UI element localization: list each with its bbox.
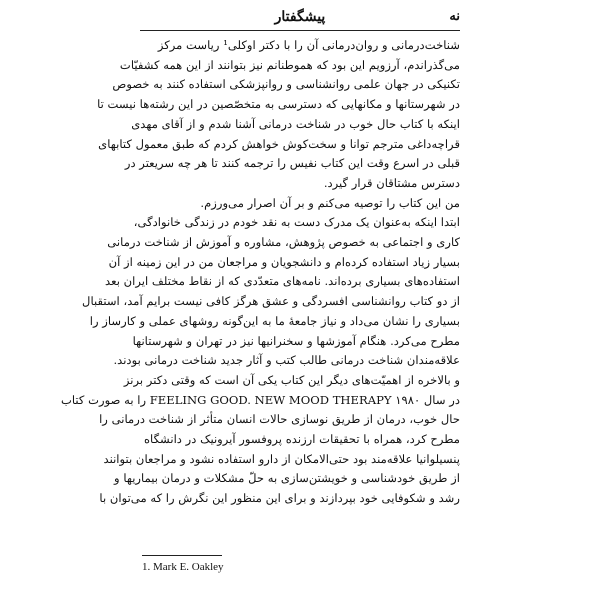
text-line: پنسیلوانیا علاقه‌مند بود حتی‌الامکان از دارو استفاده نشود و مراجعان بتوانند bbox=[103, 451, 460, 466]
text-line: مطرح می‌کرد. هنگام آموزشها و سخنرانیها نیز در تهران و شهرستانها bbox=[132, 333, 460, 348]
text-line: می‌گذراندم، آرزویم این بود که هموطنانم نیز بتوانند از این همه کشفیّات bbox=[119, 57, 460, 72]
text-line: بسیاری را نشان می‌داد و نیاز جامعهٔ ما به این‌گونه روشهای عملی و کارساز را bbox=[89, 313, 460, 328]
body-text bbox=[60, 36, 460, 509]
footnote: 1. Mark E. Oakley bbox=[142, 561, 224, 573]
text-line: دسترس مشتاقان قرار گیرد. bbox=[323, 175, 460, 190]
text-line: تکنیکی در جهان علمی روانشناسی و روانپزشکی استفاده کنند به خصوص bbox=[112, 77, 460, 92]
text-line: قبلی در اسرع وقت این کتاب نفیس را ترجمه کنند تا هر چه سریعتر در bbox=[124, 156, 460, 171]
running-header bbox=[140, 8, 460, 31]
text-line: شناخت‌درمانی و روان‌درمانی آن را با دکتر اوکلی¹ ریاست مرکز bbox=[157, 38, 460, 52]
text-line: در شهرستانها و مکانهایی که دسترسی به متخصّصین در این رشته‌ها نیست تا bbox=[97, 97, 460, 112]
text-line: در سال ۱۹۸۰ FEELING GOOD. NEW MOOD THERAPY را به صورت کتاب bbox=[60, 392, 460, 407]
text-line: علاقه‌مندان شناخت درمانی طالب کتب و آثار جدید شناخت درمانی بودند. bbox=[113, 353, 460, 368]
text-line: قراچه‌داغی مترجم توانا و سخت‌کوش خواهش کردم که طبق معمول کتابهای bbox=[98, 136, 460, 151]
text-line: من این کتاب را توصیه می‌کنم و بر آن اصرار می‌ورزم. bbox=[200, 195, 460, 210]
text-line: کاری و اجتماعی به خصوص پژوهش، مشاوره و آموزش از شناخت درمانی bbox=[107, 235, 460, 250]
text-line: از دو کتاب روانشناسی افسردگی و عشق هرگز کافی نیست برایم آمد، استقبال bbox=[82, 294, 460, 309]
footnote-divider bbox=[142, 555, 222, 556]
text-line: و بالاخره از اهمیّت‌های دیگر این کتاب یکی آن است که وقتی دکتر برنز bbox=[123, 372, 460, 387]
text-line: ابتدا اینکه به‌عنوان یک مدرک دست به نقد خودم در زندگی خانوادگی، bbox=[133, 215, 460, 230]
text-line: بسیار زیاد استفاده کرده‌ام و دانشجویان و مراجعان من در این زمینه از آن bbox=[108, 254, 460, 269]
text-line: رشد و شکوفایی خود بپردازند و برای این منظور این نگرش را که می‌توان با bbox=[99, 491, 460, 506]
text-line: اینکه با کتاب حال خوب در شناخت درمانی آشنا شدم و از آقای مهدی bbox=[131, 116, 460, 131]
text-line: استفاده‌های بسیاری برده‌اند. نامه‌های متعدّدی که از نقاط مختلف ایران بعد bbox=[105, 274, 460, 289]
page-number: نه bbox=[449, 9, 460, 24]
chapter-title: پیشگفتار bbox=[274, 9, 326, 25]
text-line: حال خوب، درمان از طریق نوسازی حالات انسان متأثر از شناخت درمانی را bbox=[99, 412, 460, 427]
text-line: مطرح کرد، همراه با تحقیقات ارزنده پروفسور آیرونیک در دانشگاه bbox=[143, 432, 460, 447]
text-line: از طریق خودشناسی و خویشتن‌سازی به حلّ مشکلات و درمان بیماریها و bbox=[114, 471, 460, 486]
